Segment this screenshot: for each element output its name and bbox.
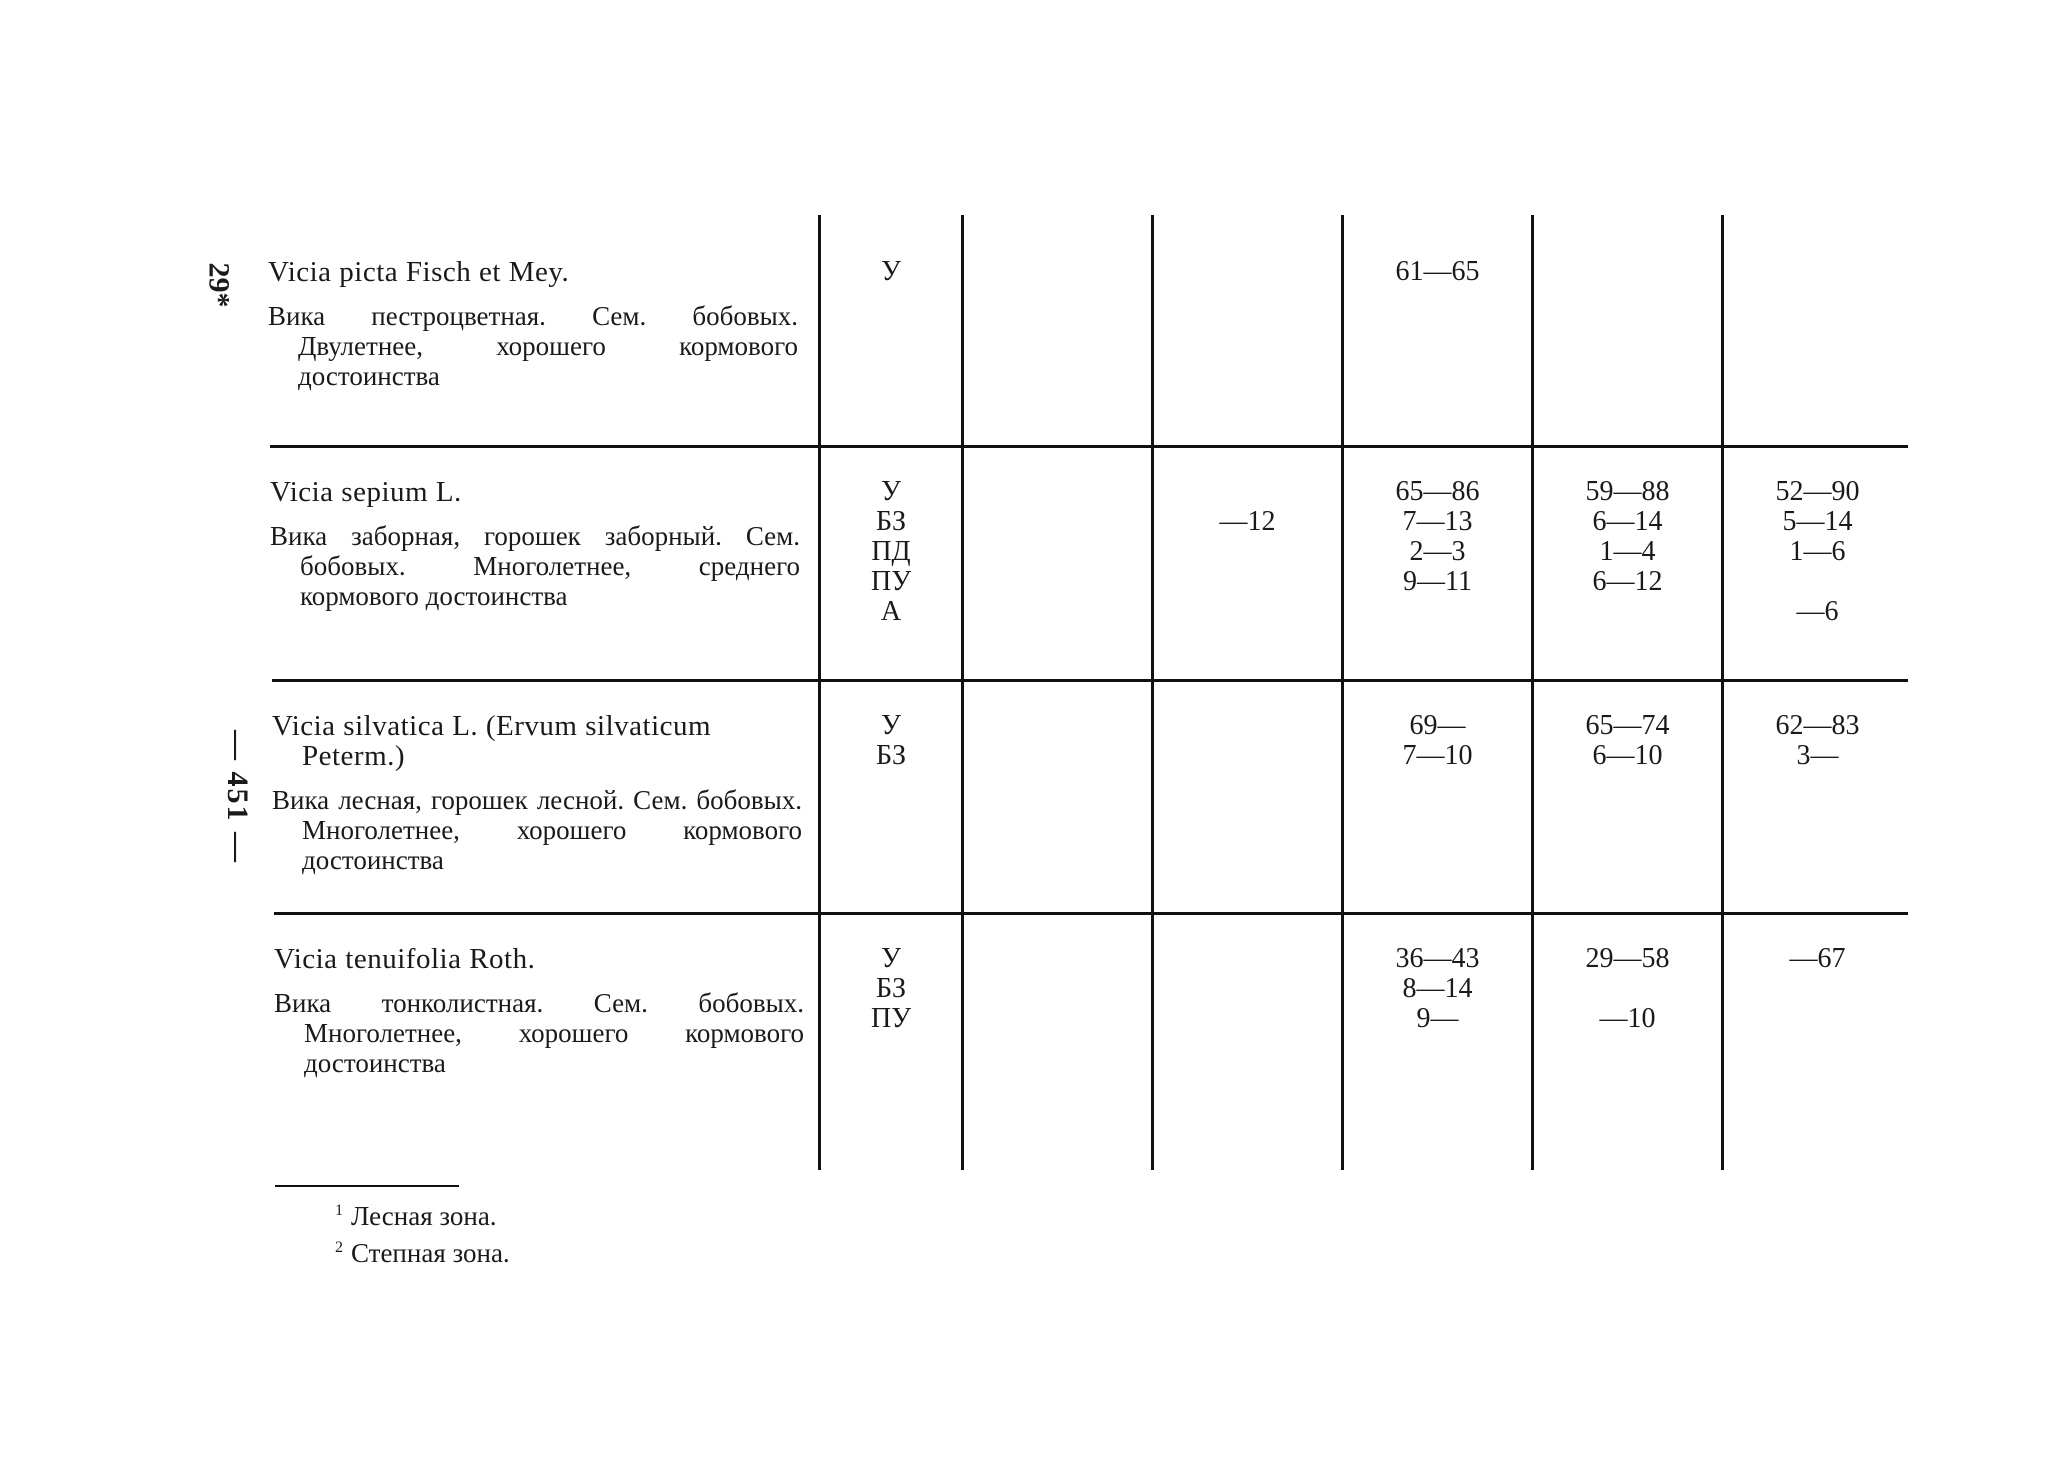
value-cell: 61—65	[1395, 256, 1480, 287]
species-latin-name: Vicia picta Fisch et Mey.	[268, 256, 570, 288]
value-cell: 69— 7—10	[1402, 710, 1473, 771]
table-row	[272, 711, 802, 875]
page-number: — 451 —	[221, 730, 254, 864]
row-divider	[274, 912, 1908, 915]
footnotes	[275, 1185, 510, 1269]
value-cell: —12	[1219, 506, 1276, 537]
value-cell: —67	[1789, 943, 1846, 974]
column-divider	[1721, 215, 1724, 1170]
species-description: Вика лесная, горошек лесной. Сем. бобовых. Многолетнее, хорошего кормового достоинства	[272, 785, 802, 875]
footnote-rule	[275, 1185, 459, 1187]
table-row	[268, 257, 798, 391]
value-cell: 65—86 7—13 2—3 9—11	[1395, 476, 1480, 597]
footnote-item	[275, 1232, 510, 1269]
row-divider	[270, 445, 1908, 448]
species-latin-name: Vicia sepium L.	[270, 476, 462, 508]
footnote-item	[275, 1195, 510, 1232]
footnote-text: Степная зона.	[351, 1238, 510, 1268]
table-row	[270, 477, 800, 611]
species-latin-name: Vicia tenuifolia Roth.	[274, 943, 536, 975]
value-cell: 59—88 6—14 1—4 6—12	[1585, 476, 1670, 597]
value-cell: 52—90 5—14 1—6 —6	[1775, 476, 1860, 627]
column-divider	[961, 215, 964, 1170]
habitat-codes: У БЗ ПД ПУ А	[870, 476, 912, 627]
footnote-mark: 2	[335, 1239, 343, 1256]
column-divider	[1151, 215, 1154, 1170]
footnote-mark: 1	[335, 1202, 343, 1219]
table-row	[274, 944, 804, 1078]
value-cell: 65—74 6—10	[1585, 710, 1670, 771]
value-cell: 29—58 —10	[1585, 943, 1670, 1034]
species-table	[268, 215, 1908, 1170]
species-latin-name: Vicia silvatica L. (Ervum silvaticum Peterm.)	[272, 710, 712, 772]
species-description: Вика тонколистная. Сем. бобовых. Многолетнее, хорошего кормового достоинства	[274, 988, 804, 1078]
habitat-codes: У БЗ	[875, 710, 907, 771]
footnote-text: Лесная зона.	[351, 1201, 497, 1231]
signature-mark: 29*	[202, 262, 236, 308]
row-divider	[272, 679, 1908, 682]
value-cell: 36—43 8—14 9—	[1395, 943, 1480, 1034]
species-description: Вика пестроцветная. Сем. бобовых. Двулетнее, хорошего кормового достоинства	[268, 301, 798, 391]
species-description: Вика заборная, горошек заборный. Сем. бобовых. Многолетнее, среднего кормового достоинства	[270, 521, 800, 611]
habitat-codes: У	[881, 256, 901, 287]
habitat-codes: У БЗ ПУ	[870, 943, 912, 1034]
value-cell: 62—83 3—	[1775, 710, 1860, 771]
